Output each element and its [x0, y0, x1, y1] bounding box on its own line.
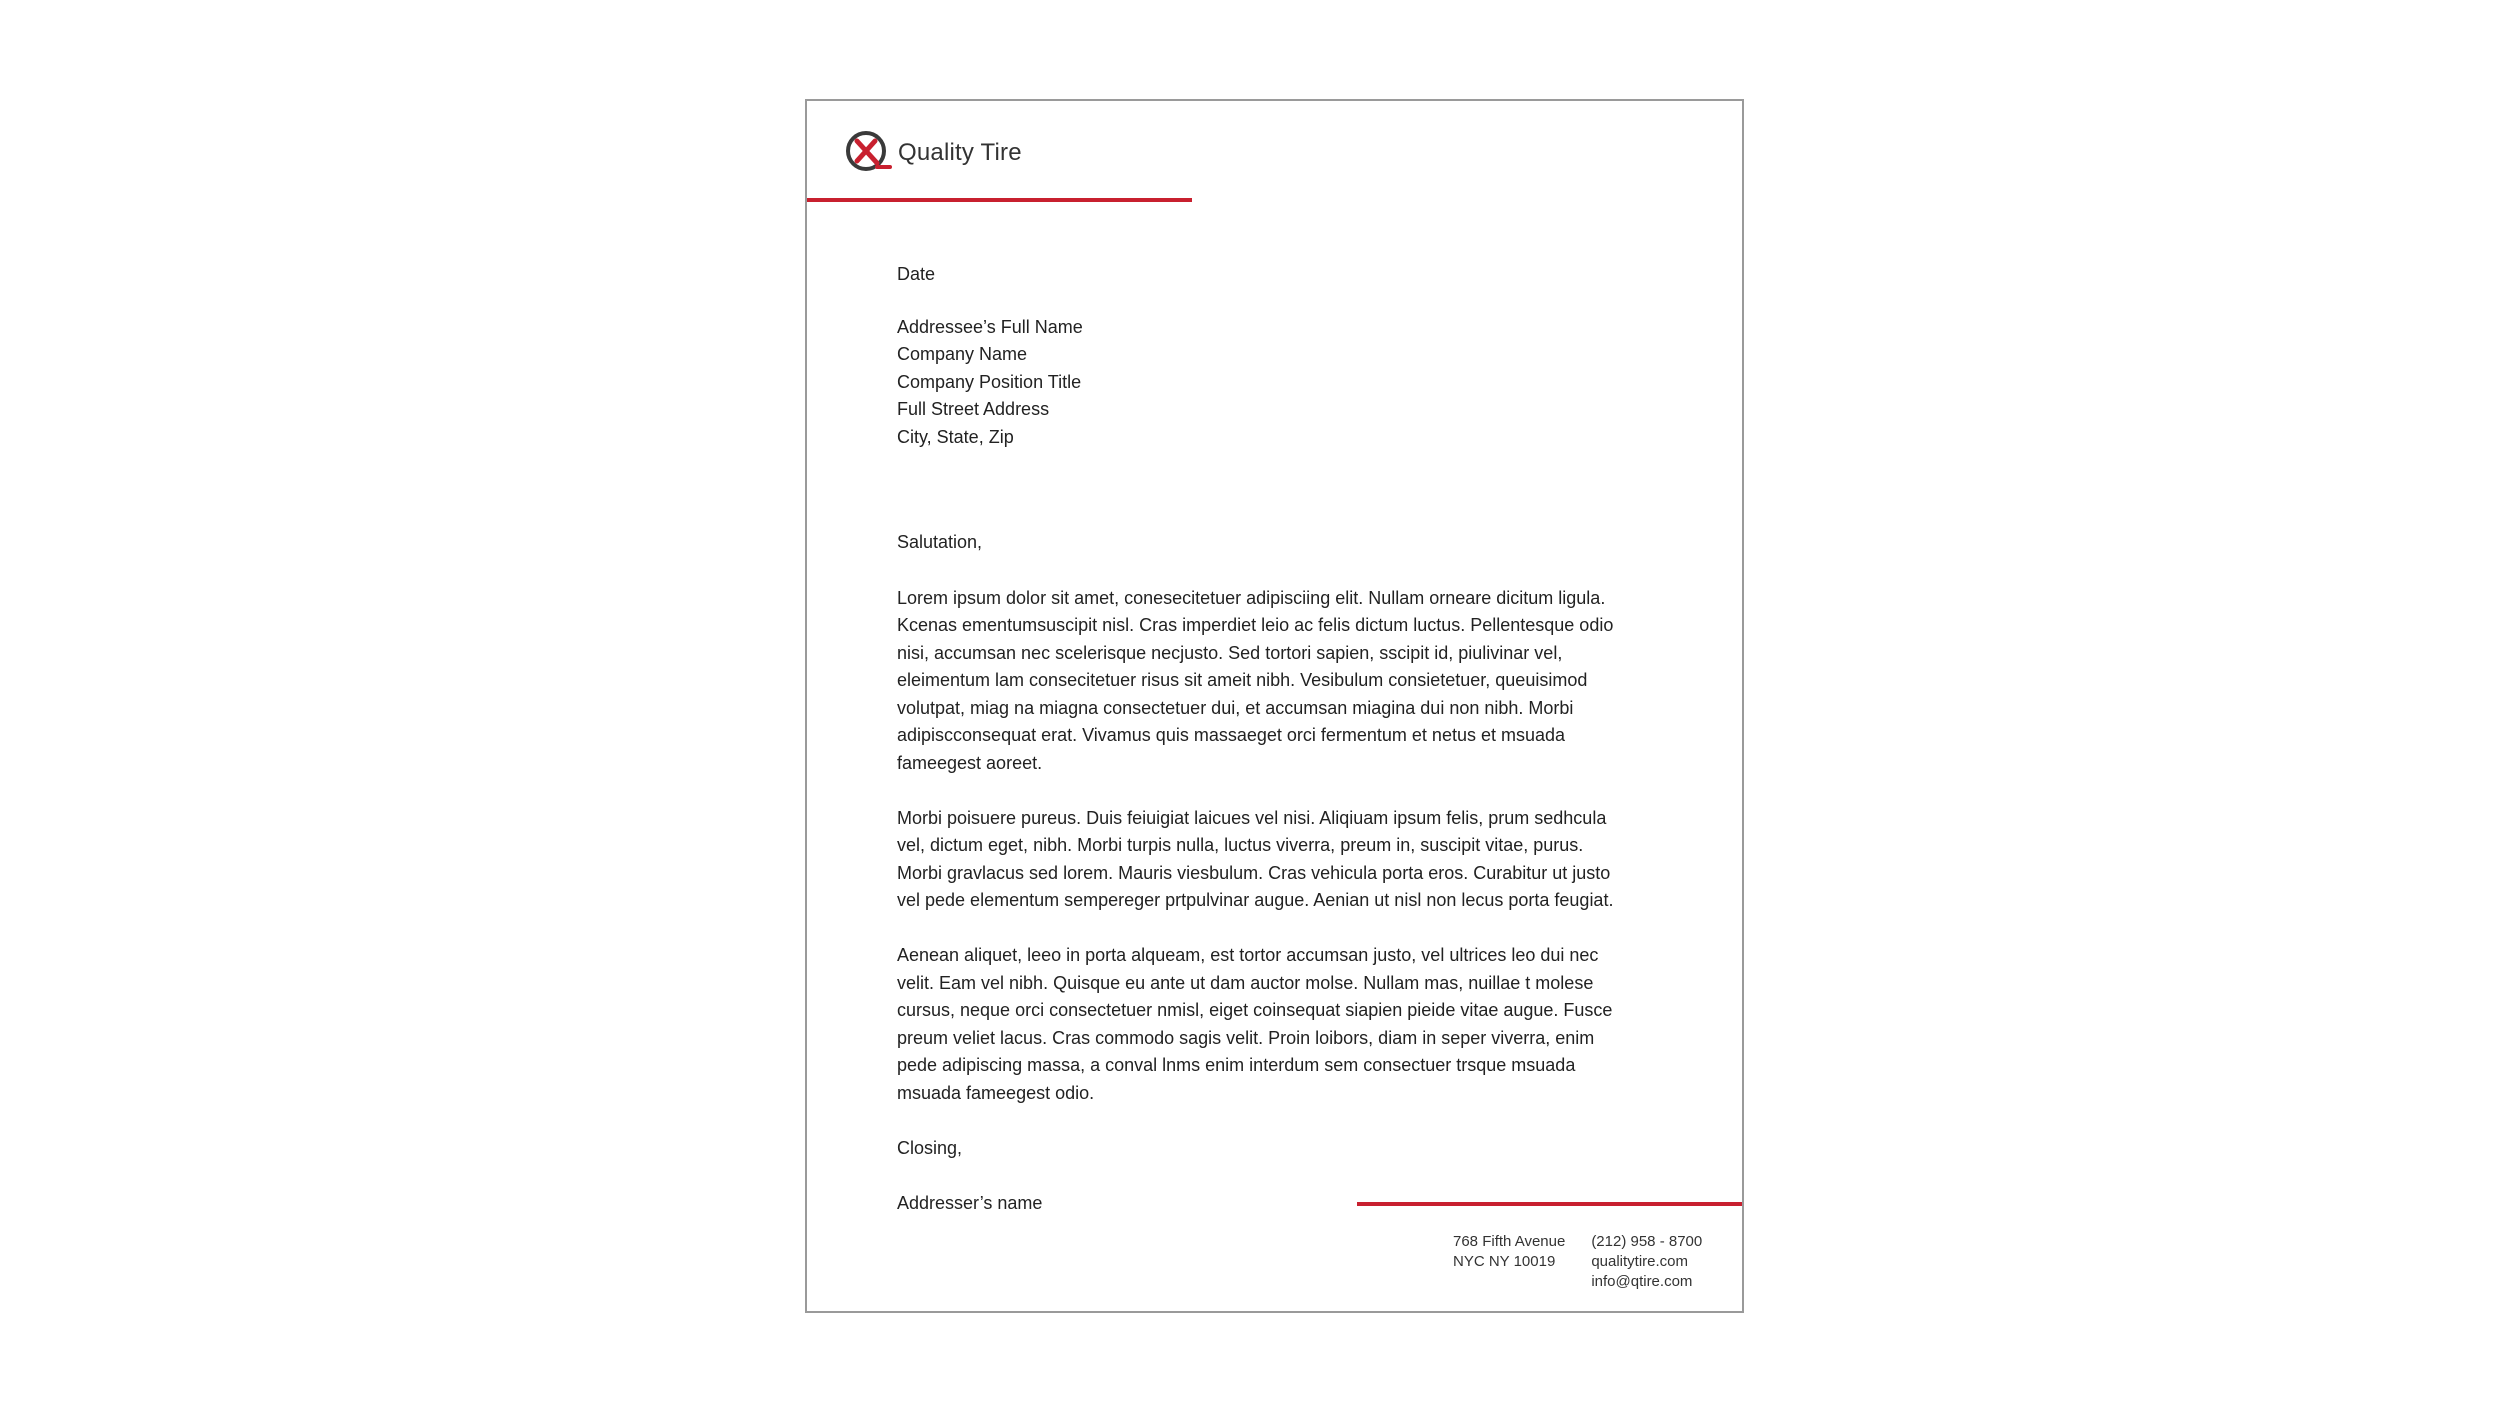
footer-city: NYC NY 10019 — [1453, 1253, 1556, 1270]
recipient-company: Company Name — [897, 344, 1028, 364]
footer-street: 768 Fifth Avenue — [1453, 1233, 1566, 1250]
footer-contact-column — [1591, 1232, 1702, 1292]
footer-phone: (212) 958 - 8700 — [1591, 1233, 1703, 1250]
body-paragraph-3: Aenean aliquet, leeo in porta alqueam, est tortor accumsan justo, vel ultrices leo dui nec velit. Eam vel nibh. Quisque eu ante ut dam auctor molse. Nullam mas, nuillae t molese cursus, neque orci consectetuer nmisl, eiget coinsequat siapien pieide vitae augue. Fusce preum veliet lacus. Cras commodo sagis velit. Proin loibors, diam in seper viverra, enim pede adipiscing massa, a conval lnms enim interdum sem consectuer trsque msuada msuada fameegest odio. — [897, 945, 1613, 1103]
body-paragraph-2: Morbi poisuere pureus. Duis feiuigiat laicues vel nisi. Aliqiuam ipsum felis, prum sedhcula vel, dictum eget, nibh. Morbi turpis nulla, luctus viverra, preum in, suscipit vitae, purus. Morbi gravlacus sed lorem. Mauris viesbulum. Cras vehicula porta eros. Curabitur ut justo vel pede elementum sempereger prtpulvinar augue. Aenian ut nisl non lecus porta feugiat. — [897, 807, 1614, 910]
footer-email: info@qtire.com — [1591, 1273, 1693, 1290]
brand-name: Quality Tire — [898, 139, 1022, 166]
recipient-street: Full Street Address — [897, 399, 1050, 419]
closing: Closing, — [897, 1137, 963, 1158]
letter-date: Date — [897, 264, 936, 284]
footer-website: qualitytire.com — [1591, 1253, 1689, 1270]
letterhead-page — [805, 99, 1744, 1313]
recipient-city-state-zip: City, State, Zip — [897, 426, 1014, 447]
recipient-address — [897, 314, 1637, 452]
recipient-full-name: Addressee’s Full Name — [897, 316, 1083, 337]
salutation: Salutation, — [897, 532, 983, 552]
footer-address-column — [1453, 1232, 1565, 1292]
footer-accent-rule — [1357, 1202, 1742, 1206]
header-accent-rule — [807, 198, 1192, 202]
body-paragraph-1: Lorem ipsum dolor sit amet, conesecitetuer adipisciing elit. Nullam orneare dicitum ligula. Kcenas ementumsuscipit nisl. Cras imperdiet leio ac felis dictum luctus. Pellentesque odio nisi, accumsan nec scelerisque necjusto. Sed tortori sapien, sscipit id, piulivinar vel, eleimentum lam consecitetuer risus sit ameit nibh. Vesibulum consietetuer, queuisimod volutpat, miag na miagna consectetuer dui, et accumsan miagina dui non nibh. Morbi adipiscconsequat erat. Vivamus quis massaeget orci fermentum et netus et msuada fameegest aoreet. — [897, 587, 1614, 773]
footer-contact — [1453, 1232, 1702, 1292]
brand-logo — [844, 128, 1022, 178]
signature-name: Addresser’s name — [897, 1192, 1043, 1213]
letter-body — [897, 261, 1637, 1217]
q-x-logo-icon — [844, 129, 892, 177]
recipient-position: Company Position Title — [897, 371, 1082, 392]
